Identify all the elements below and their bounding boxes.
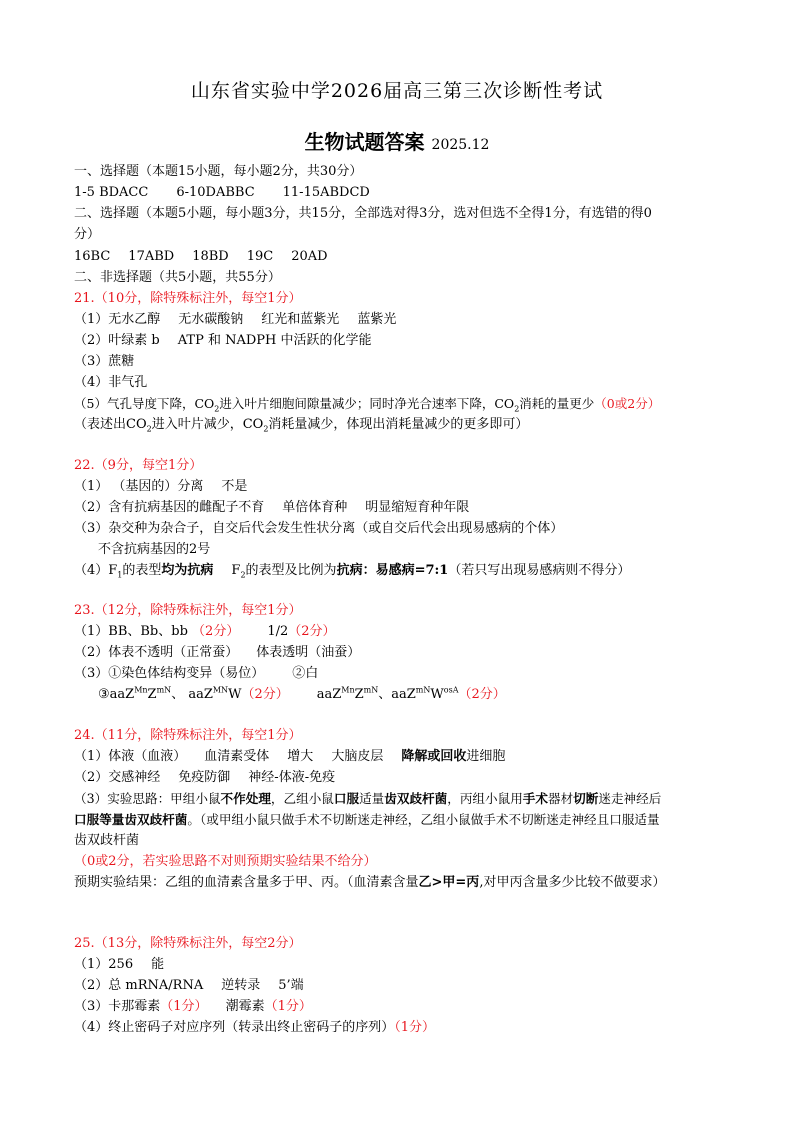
subscript: 2 [263,424,269,434]
q25-line4 [74,1019,435,1037]
superscript: Mn [134,685,148,695]
q24-4-a: 口服等量齿双歧杆菌 [74,812,188,827]
q21-6-c: 消耗量减少，体现出消耗量减少的更多即可） [268,417,529,432]
section1-answers [74,184,370,202]
q24-3-c: ，乙组小鼠 [270,791,334,806]
q23-heading: 23.（12分，除特殊标注外，每空1分） [74,603,302,618]
q21-line5 [74,395,660,413]
q21-line2 [74,332,372,350]
q25-3-c: 潮霉素 [225,999,265,1014]
q21-1-d: 蓝紫光 [357,312,397,327]
answers-11-15: 11-15ABDCD [282,185,370,200]
q23-1-c: 1/2 [267,624,289,639]
genotype-part: ③aaZ [98,687,135,702]
answer-17: 17ABD [128,249,175,264]
genotype-part: 、aaZ [378,687,416,702]
answer-title [0,126,794,155]
q24-3-g: ，丙组小鼠用 [447,791,523,806]
q24-2-b: 免疫防御 [178,770,231,785]
q24-2-a: （2）交感神经 [74,770,161,785]
q25-3-score2: （1分） [264,999,312,1014]
genotype-part: Z [147,687,157,702]
q25-heading: 25.（13分，除特殊标注外，每空2分） [74,936,302,951]
subscript: 2 [146,424,152,434]
superscript: mN [156,685,172,695]
q24-3-f: 齿双歧杆菌 [384,791,448,806]
q23-3-b: ②白 [292,666,319,681]
q25-2-a: （2）总 mRNA/RNA [74,978,204,993]
q24-3-k: 迷走神经后 [598,791,662,806]
q23-2-a: （2）体表不透明（正常蚕） [74,645,239,660]
q22-4-a: （4）F [74,563,118,578]
q25-3-a: （3）卡那霉素 [74,999,161,1014]
q24-line2 [74,769,335,787]
q24-1-c: 增大 [287,749,314,764]
q21-6-a: （表述出CO [74,417,147,432]
section1-heading: 一、选择题（本题15小题，每小题2分，共30分） [74,164,363,179]
q25-line2 [74,977,304,995]
answer-title-text: 生物试题答案 [304,130,425,154]
q21-line6 [74,416,528,434]
q24-1-d: 大脑皮层 [331,749,384,764]
q25-3-score: （1分） [160,999,208,1014]
superscript: mN [363,685,379,695]
q24-4-b: 。（或甲组小鼠只做手术不切断迷走神经，乙组小鼠做手术不切断迷走神经且口服适量 [187,812,660,827]
answers-1-5: 1-5 BDACC [74,185,149,200]
answer-20: 20AD [291,249,328,264]
q22-4-g: （若只写出现易感病则不得分） [448,563,631,578]
q22-2-a: （2）含有抗病基因的雌配子不育 [74,500,265,515]
q23-1-score2: （2分） [288,624,336,639]
q24-3-j: 切断 [573,791,599,806]
section2-heading: 二、选择题（本题5小题，每小题3分，共15分，全部选对得3分，选对但选不全得1分，有选错的得0 [74,206,652,221]
superscript: osA [443,685,459,695]
section2-heading-cont: 分） [74,227,101,242]
q21-line3: （3）蔗糖 [74,354,135,369]
q23-line3 [74,665,318,683]
q23-4-score: （2分） [241,687,289,702]
q21-5-b: 进入叶片细胞间隙量减少；同时净光合速率下降，CO [219,396,515,411]
q25-2-c: 5’端 [278,978,304,993]
q25-line1 [74,956,164,974]
superscript: MN [212,685,229,695]
answer-19: 19C [246,249,274,264]
q24-3-h: 手术 [522,791,548,806]
q24-line7 [74,874,665,892]
q24-1-f: 进细胞 [466,749,506,764]
subscript: 2 [514,404,520,414]
q24-line5: 齿双歧杆菌 [74,833,140,848]
q22-line1 [74,478,247,496]
q22-line3: （3）杂交种为杂合子，自交后代会发生性状分离（或自交后代会出现易感病的个体） [74,521,564,536]
q22-4-c: 均为抗病 [161,563,214,578]
q21-1-b: 无水碳酸钠 [178,312,244,327]
q22-line2 [74,499,469,517]
answer-date: 2025.12 [431,137,490,153]
q21-1-c: 红光和蓝紫光 [261,312,340,327]
q24-1-a: （1）体液（血液） [74,749,187,764]
answers-6-10: 6-10DABBC [176,185,255,200]
q24-line4 [74,811,660,829]
q24-line1 [74,748,505,766]
q21-5-c: 消耗的量更少 [519,396,595,411]
q22-heading: 22.（9分，每空1分） [74,458,203,473]
q22-4-f: 抗病：易感病=7:1 [336,563,449,578]
genotype-part: 、 aaZ [171,687,213,702]
q23-1-a: （1）BB、Bb、bb [74,624,188,639]
q23-1-score: （2分） [192,624,240,639]
q22-4-b: 的表型 [122,563,162,578]
superscript: mN [415,685,431,695]
genotype-part: aaZ [316,687,342,702]
q24-line6: （0或2分，若实验思路不对则预期实验结果不给分） [74,854,377,869]
q25-2-b: 逆转录 [221,978,261,993]
q24-2-c: 神经-体液-免疫 [248,770,336,785]
q21-2-b: ATP 和 NADPH 中活跃的化学能 [177,333,372,348]
q21-heading: 21.（10分，除特殊标注外，每空1分） [74,291,302,306]
q21-5-a: （5）气孔导度下降，CO [74,396,215,411]
q23-4-score2: （2分） [458,687,506,702]
q22-2-b: 单倍体育种 [282,500,348,515]
exam-title: 山东省实验中学2026届高三第三次诊断性考试 [190,80,604,102]
q24-line3 [74,790,661,808]
q22-line3b: 不含抗病基因的2号 [98,542,211,557]
q22-line4 [74,562,630,580]
q22-1-a: （1） （基因的）分离 [74,479,204,494]
q21-5-score: （0或2分） [594,396,661,411]
q21-1-a: （1）无水乙醇 [74,312,161,327]
genotype-part: W [430,687,444,702]
q25-line3 [74,998,312,1016]
subscript: 2 [240,570,246,580]
q24-7-b: 乙>甲=丙 [418,875,480,890]
q24-7-c: ,对甲丙含量多少比较不做要求） [479,875,666,890]
subscript: 1 [117,570,123,580]
superscript: Mn [341,685,355,695]
q23-line2 [74,644,360,662]
q24-3-b: 不作处理 [220,791,271,806]
genotype-part: W [228,687,242,702]
q23-line4 [98,686,506,704]
q24-3-i: 器材 [547,791,574,806]
q22-4-d: F [231,563,241,578]
q25-1-b: 能 [151,957,165,972]
q22-4-e: 的表型及比例为 [245,563,337,578]
q21-line1 [74,311,396,329]
q21-2-a: （2）叶绿素 b [74,333,160,348]
q22-2-c: 明显缩短育种年限 [365,500,470,515]
q25-4-score: （1分） [394,1020,436,1035]
q21-line4: （4）非气孔 [74,375,148,390]
q24-3-a: （3）实验思路：甲组小鼠 [74,791,221,806]
answer-18: 18BD [192,249,229,264]
q24-3-d: 口服 [333,791,360,806]
q24-heading: 24.（11分，除特殊标注外，每空1分） [74,728,302,743]
section3-heading: 二、非选择题（共5小题，共55分） [74,270,281,285]
q23-3-a: （3）①染色体结构变异（易位） [74,666,265,681]
genotype-part: Z [354,687,364,702]
q25-4-a: （4）终止密码子对应序列（转录出终止密码子的序列） [74,1020,395,1035]
q25-1-a: （1）256 [74,957,134,972]
q23-2-b: 体表透明（油蚕） [256,645,361,660]
q24-1-b: 血清素受体 [204,749,270,764]
subscript: 2 [214,404,220,414]
q23-line1 [74,623,336,641]
q24-1-e: 降解或回收 [401,749,467,764]
q24-7-a: 预期实验结果：乙组的血清素含量多于甲、丙。（血清素含量 [74,875,419,890]
q22-1-b: 不是 [221,479,248,494]
q21-6-b: 进入叶片减少，CO [151,417,264,432]
section2-answers [74,248,328,266]
q24-3-e: 适量 [359,791,385,806]
answer-16: 16BC [74,249,111,264]
